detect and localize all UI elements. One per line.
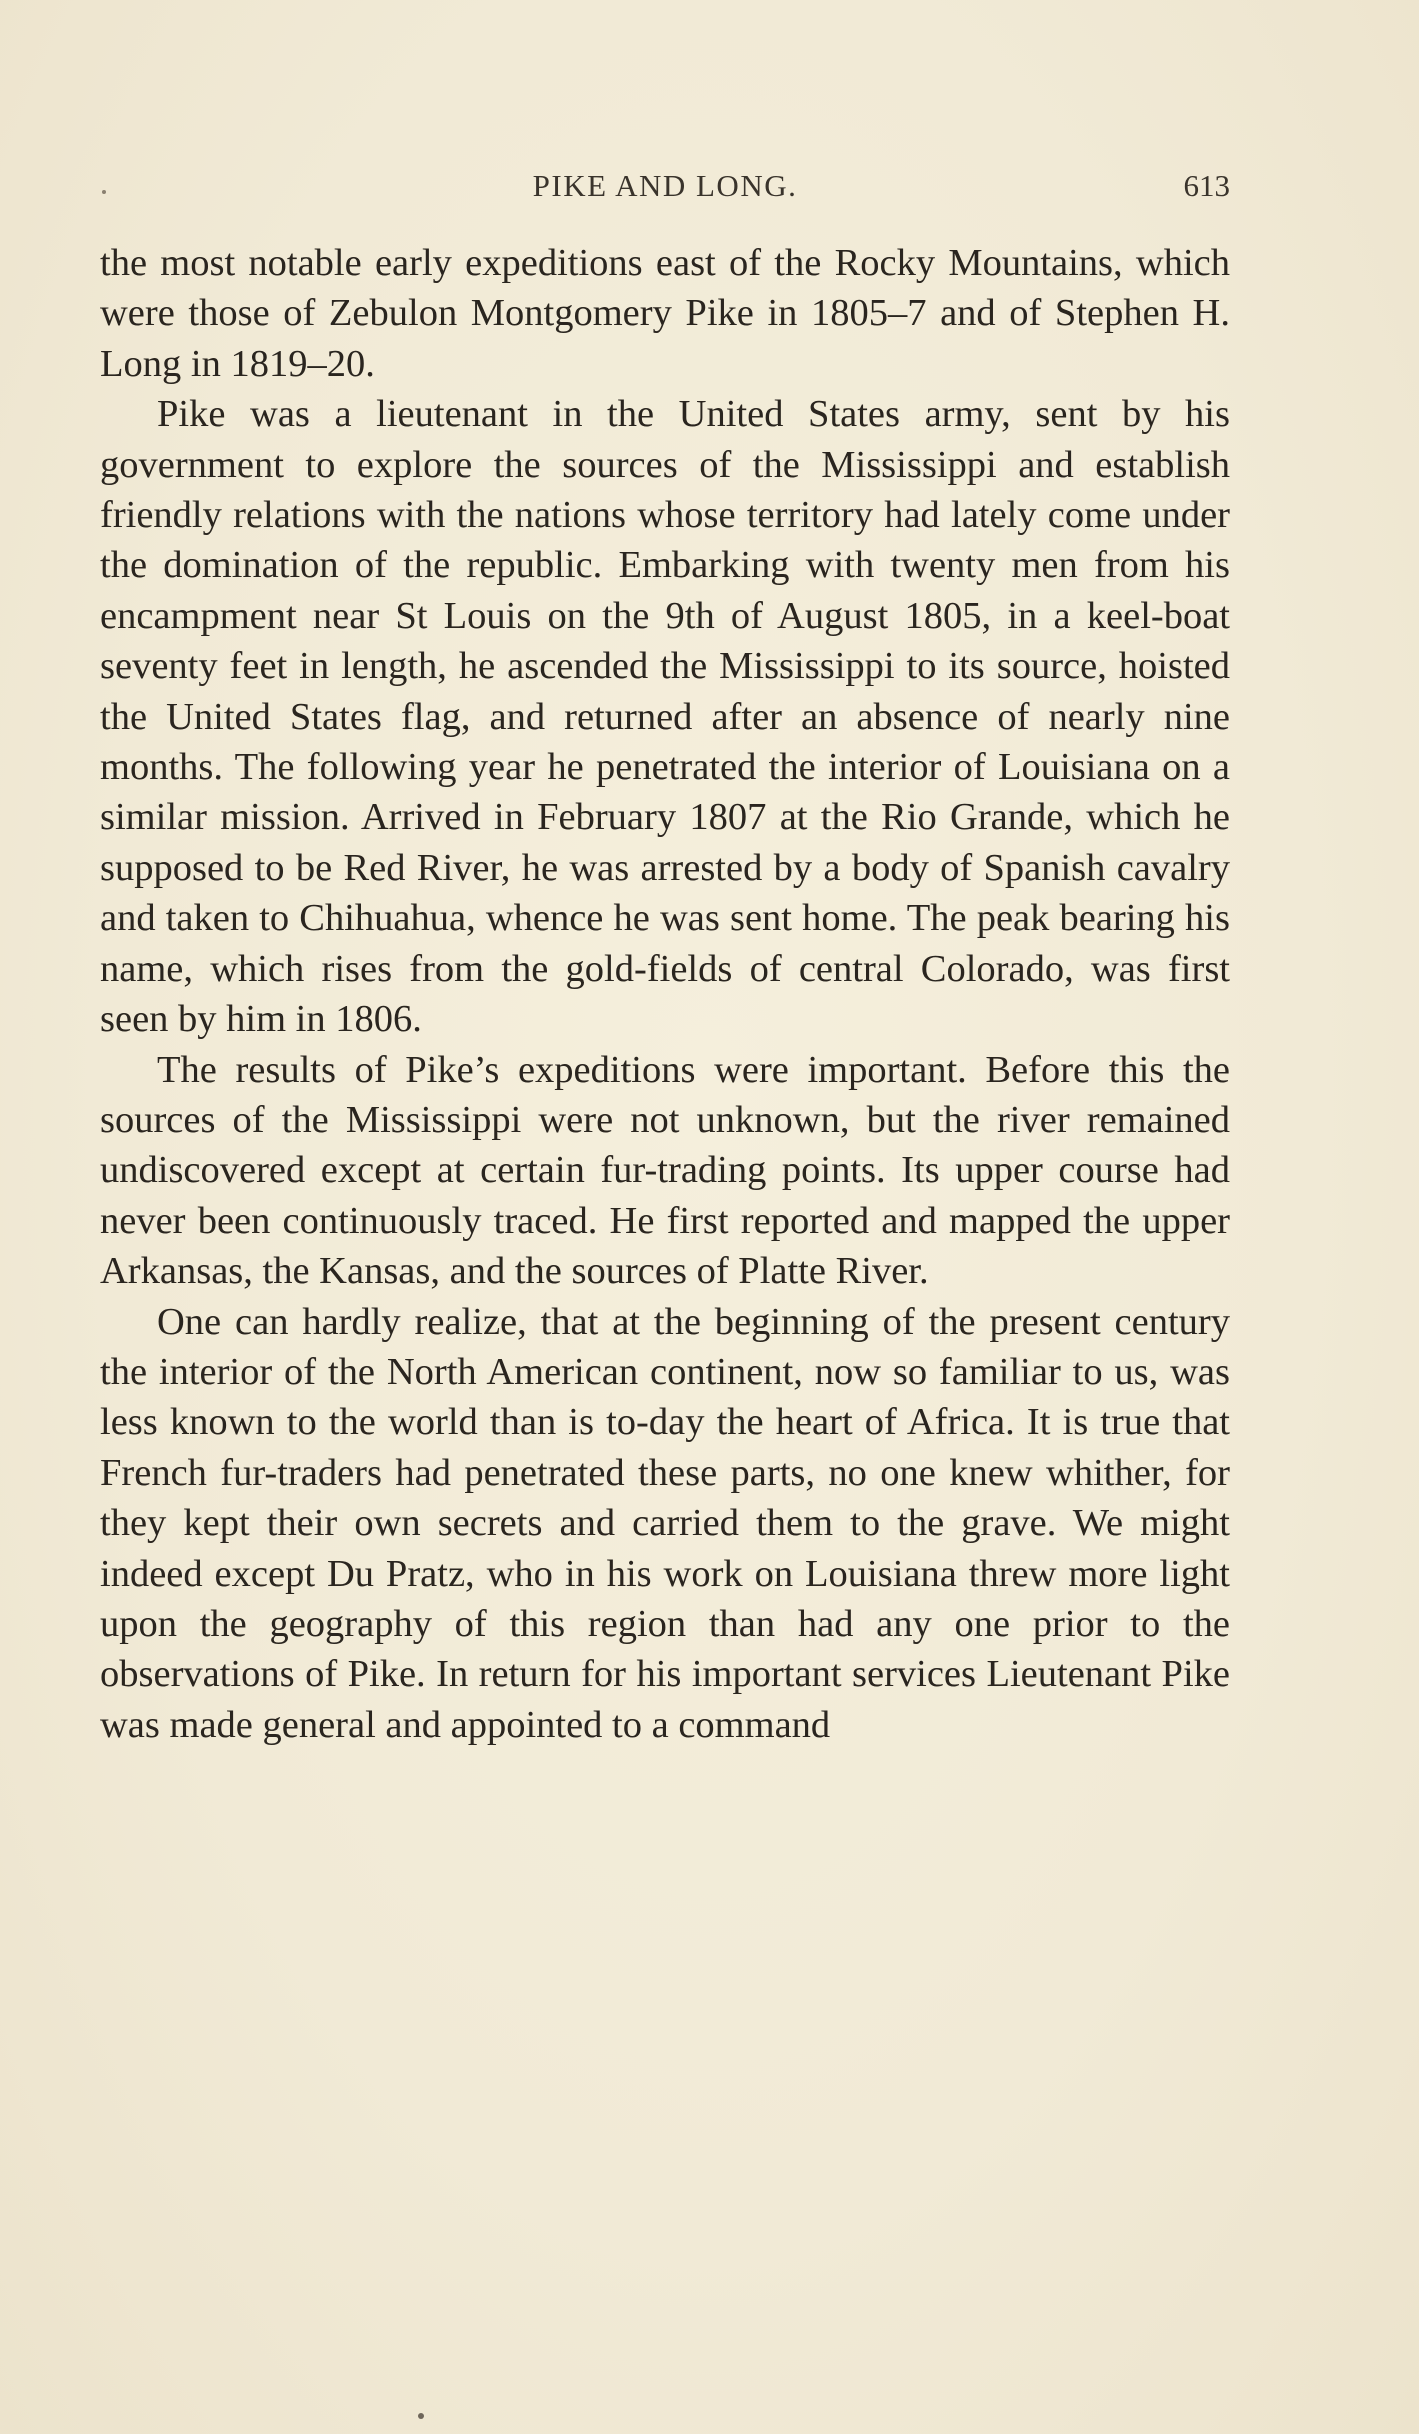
paragraph-pike-expedition: Pike was a lieutenant in the United States army, sent by his government to explore the sources of the Mississippi and establish friendly relations with the nations whose territory had lately come under the domination of the republic. Embarking with twenty men from his encampment near St Louis on the 9th of August 1805, in a keel-boat seventy feet in length, he ascended the Mississippi to its source, hoisted the United States flag, and returned after an absence of nearly nine months. The following year he penetrated the interior of Louisiana on a similar mission. Arrived in February 1807 at the Rio Grande, which he supposed to be Red River, he was arrested by a body of Spanish cavalry and taken to Chihuahua, whence he was sent home. The peak bearing his name, which rises from the gold-fields of central Colorado, was first seen by him in 1806.: [100, 393, 1230, 1041]
paragraph-pike-results: The results of Pike’s expeditions were important. Before this the sources of the Mississippi were not unknown, but the river remained undiscovered except at certain fur-trading points. Its upper course had never been continuously traced. He first reported and mapped the upper Arkansas, the Kansas, and the sources of Platte River.: [100, 1048, 1230, 1293]
paragraph-interior-unknown: One can hardly realize, that at the beginning of the present century the interior of the North American continent, now so familiar to us, was less known to the world than is to-day the heart of Africa. It is true that French fur-traders had penetrated these parts, no one knew whither, for they kept their own secrets and carried them to the grave. We might indeed except Du Pratz, who in his work on Louisiana threw more light upon the geography of this region than had any one prior to the observations of Pike. In return for his important services Lieutenant Pike was made general and appointed to a command: [100, 1300, 1230, 1746]
paragraph-continuation: the most notable early expeditions east of the Rocky Mountains, which were those of Zebulon Montgomery Pike in 1805–7 and of Stephen H. Long in 1819–20.: [100, 242, 1230, 385]
footer-dot-mark: [418, 2413, 424, 2419]
running-head: PIKE AND LONG.: [532, 168, 798, 203]
body-text: [100, 238, 1230, 1750]
page-number: 613: [1183, 168, 1230, 203]
page-header: [92, 168, 1238, 208]
